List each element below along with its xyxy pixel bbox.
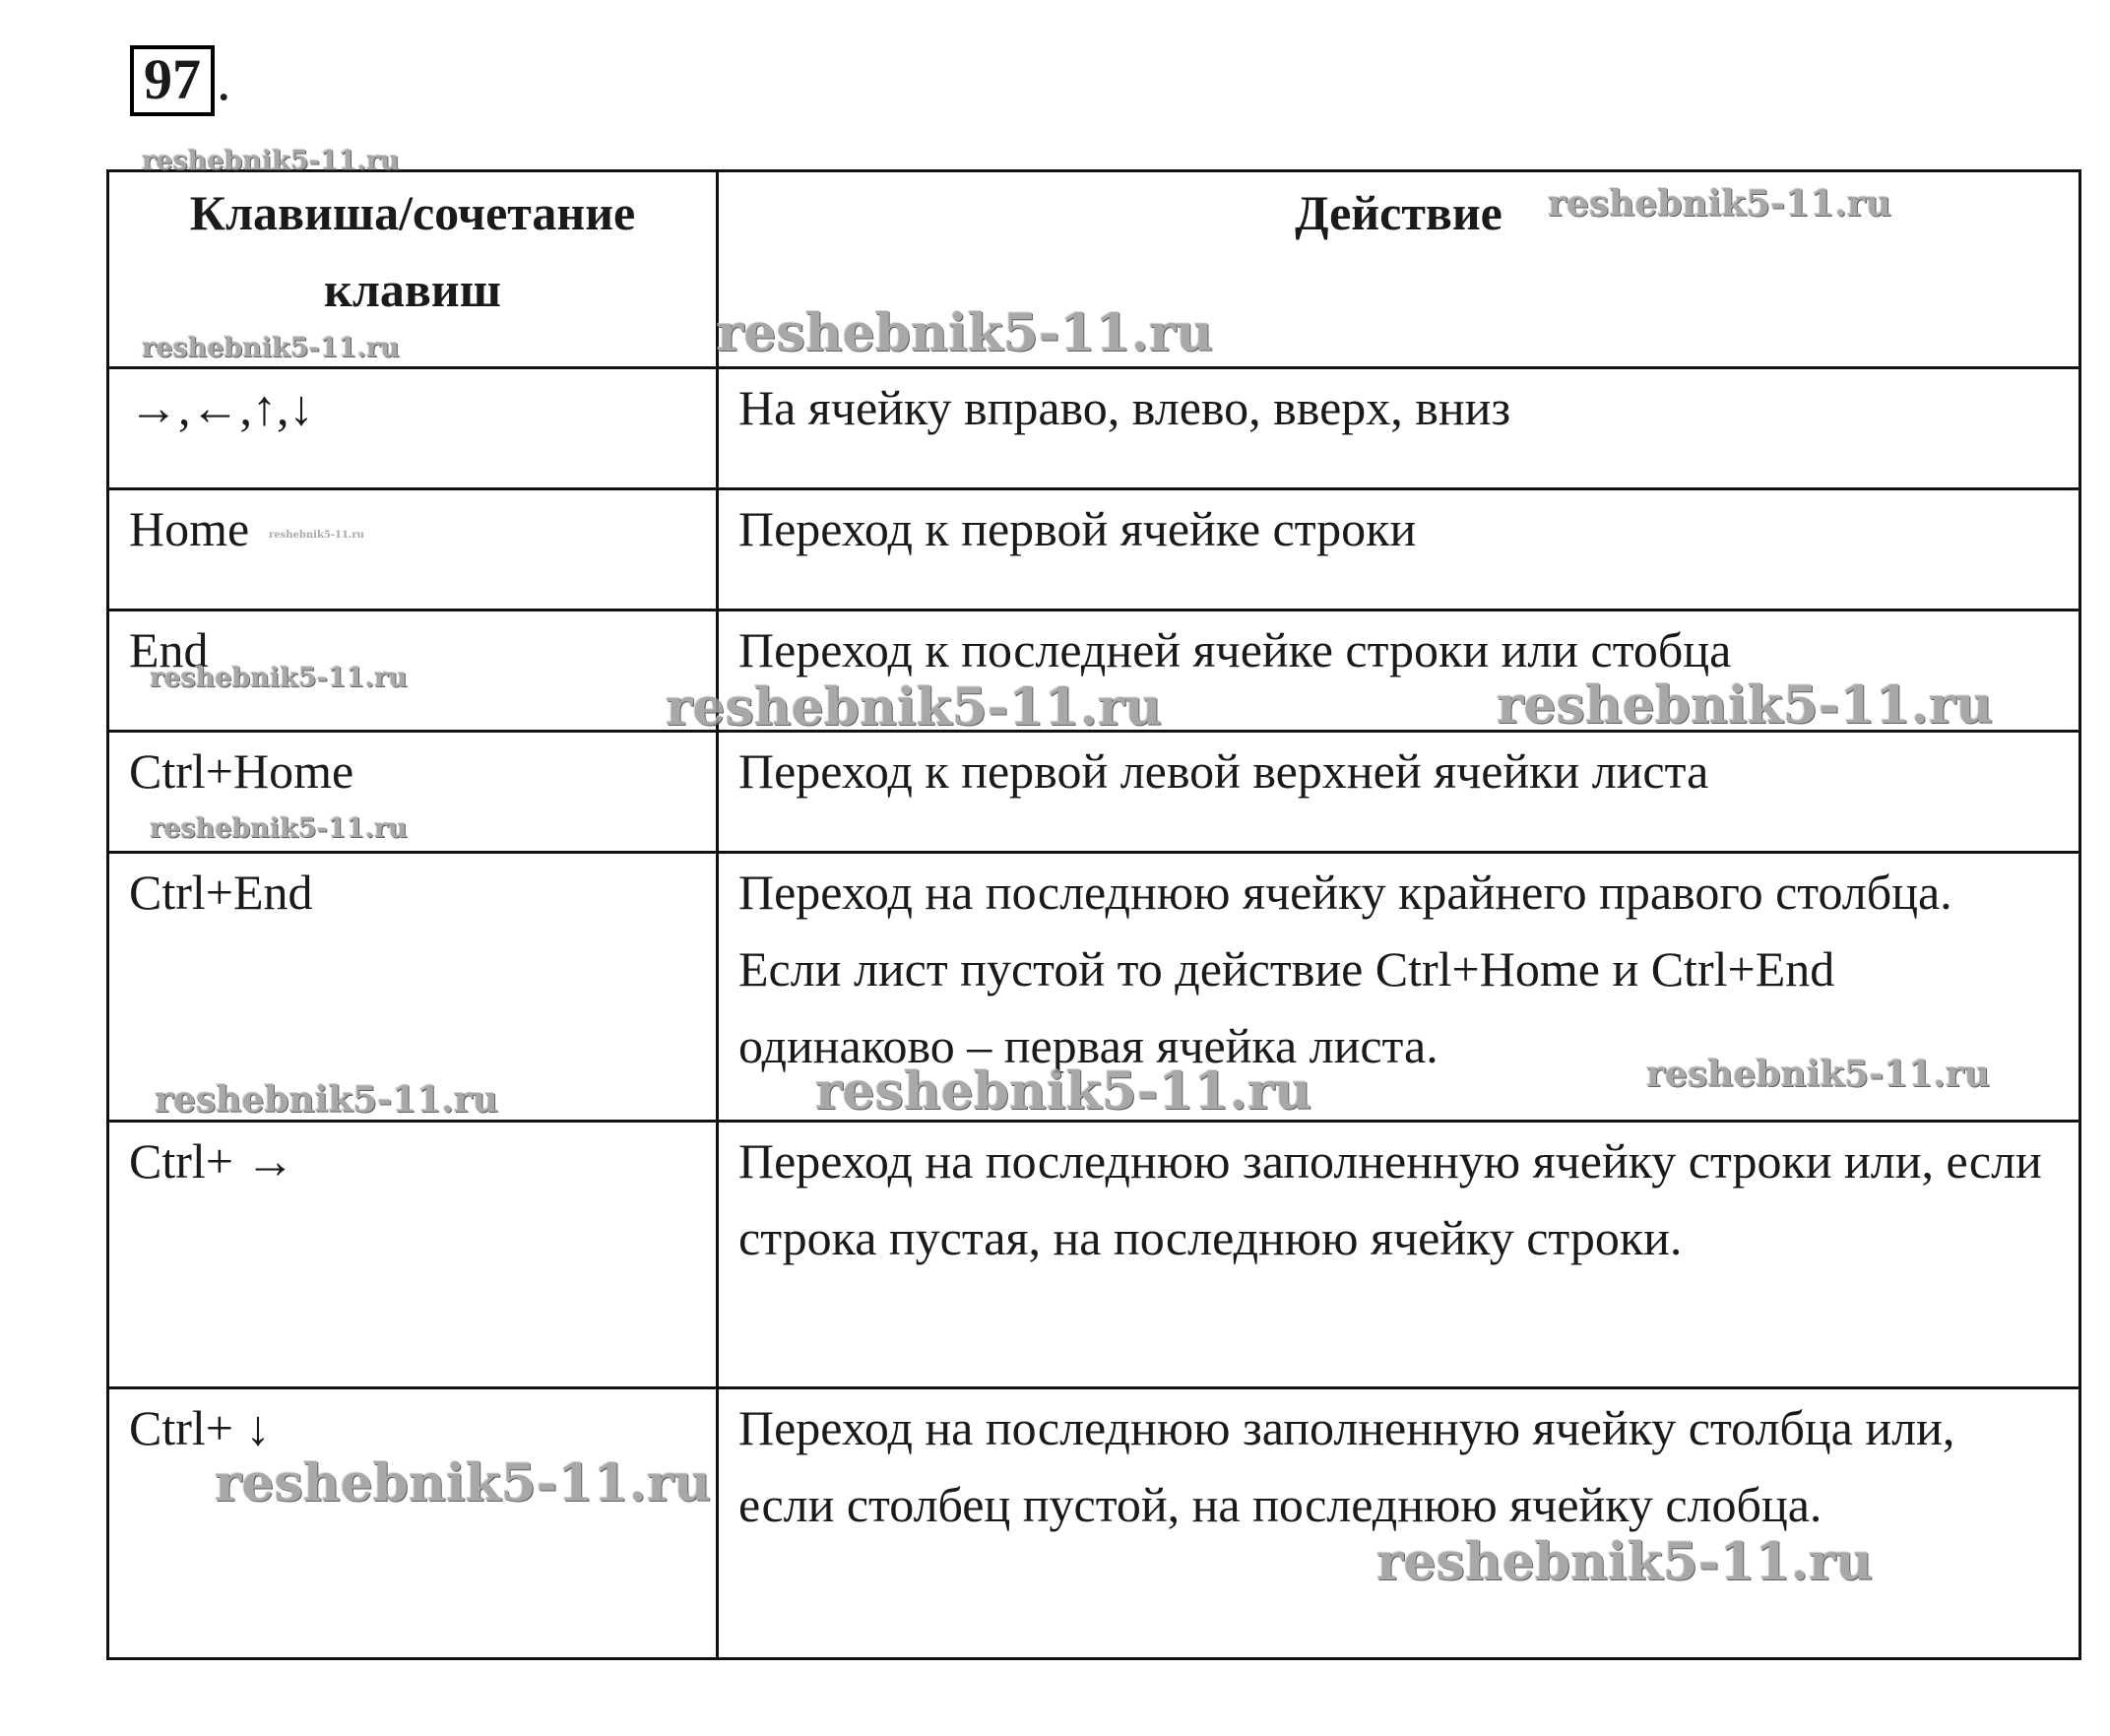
action-cell: Переход на последнюю заполненную ячейку столбца или, если столбец пустой, на последнюю ячейку слобца. <box>718 1388 2080 1659</box>
watermark: reshebnik5-11.ru <box>815 1061 1312 1122</box>
key-cell: End <box>108 611 718 732</box>
watermark: reshebnik5-11.ru <box>150 663 408 693</box>
watermark: reshebnik5-11.ru <box>1548 183 1891 225</box>
action-cell: Переход к первой ячейке строки <box>718 489 2080 611</box>
action-cell: На ячейку вправо, влево, вверх, вниз <box>718 368 2080 489</box>
table-row <box>108 853 2080 1122</box>
task-number <box>130 49 231 112</box>
action-cell: Переход на последнюю ячейку крайнего правого столбца. Если лист пустой то действие Ctrl+Home и Ctrl+End одинаково – первая ячейка листа. <box>718 853 2080 1122</box>
table-row <box>108 611 2080 732</box>
key-cell: Ctrl+End <box>108 853 718 1122</box>
key-cell: Ctrl+Home <box>108 732 718 853</box>
action-cell: Переход на последнюю заполненную ячейку строки или, если строка пустая, на последнюю ячейку строки. <box>718 1122 2080 1388</box>
watermark: reshebnik5-11.ru <box>215 1453 712 1513</box>
action-cell: Переход к первой левой верхней ячейки листа <box>718 732 2080 853</box>
watermark: reshebnik5-11.ru <box>155 1079 498 1121</box>
key-cell: Ctrl+ → <box>108 1122 718 1388</box>
watermark: reshebnik5-11.ru <box>142 333 400 363</box>
table-row <box>108 732 2080 853</box>
key-cell: Home <box>108 489 718 611</box>
header-action <box>718 171 2080 368</box>
table-row <box>108 489 2080 611</box>
watermark: reshebnik5-11.ru <box>269 530 364 541</box>
table-row <box>108 368 2080 489</box>
watermark: reshebnik5-11.ru <box>142 146 400 176</box>
watermark: reshebnik5-11.ru <box>150 813 408 844</box>
task-number-box: 97 <box>130 45 215 116</box>
key-cell: Ctrl+ ↓ <box>108 1388 718 1659</box>
watermark: reshebnik5-11.ru <box>1376 1532 1874 1592</box>
watermark: reshebnik5-11.ru <box>1497 675 1994 736</box>
task-number-dot: . <box>217 48 231 112</box>
watermark: reshebnik5-11.ru <box>666 677 1163 738</box>
header-action-label: Действие <box>1295 185 1503 240</box>
action-cell: Переход к последней ячейке строки или стобца <box>718 611 2080 732</box>
table-header-row <box>108 171 2080 368</box>
table-row <box>108 1388 2080 1659</box>
key-cell: →,←,↑,↓ <box>108 368 718 489</box>
watermark: reshebnik5-11.ru <box>1646 1054 1990 1095</box>
shortcuts-table <box>106 169 2081 1660</box>
watermark: reshebnik5-11.ru <box>717 303 1214 363</box>
header-key: Клавиша/сочетание клавиш <box>108 171 718 368</box>
table-row <box>108 1122 2080 1388</box>
